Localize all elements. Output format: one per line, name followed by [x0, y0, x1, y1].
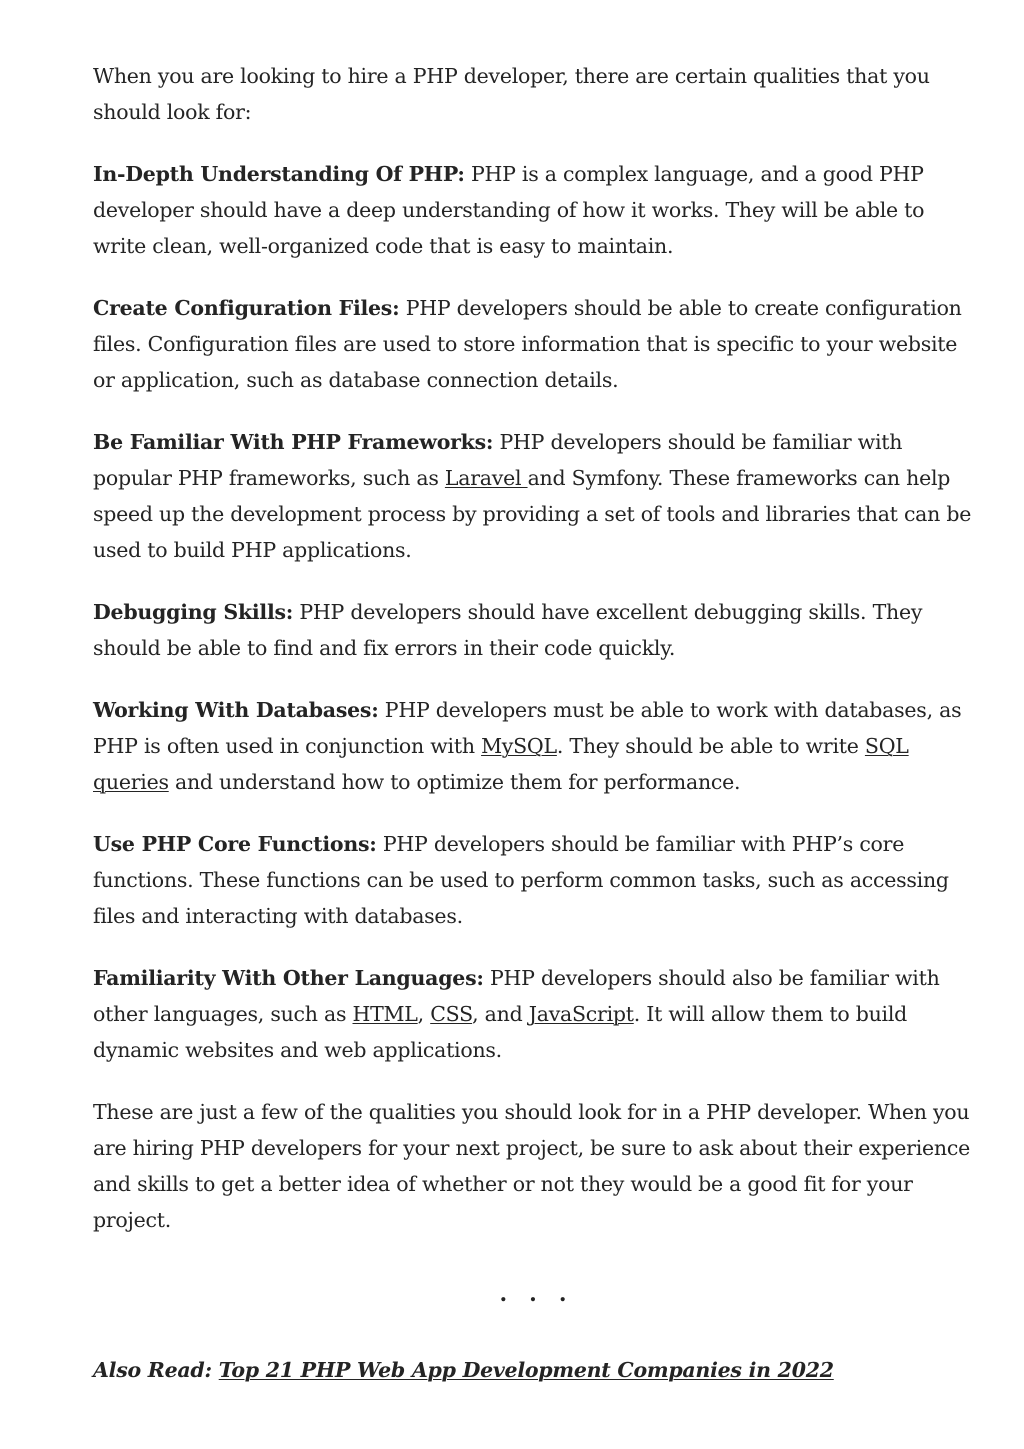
conclusion-paragraph: These are just a few of the qualities you should look for in a PHP developer. When you are hiring PHP developers for your next project, be sure to ask about their experience and skills to get a better idea of whether or not they would be a good fit for your project. [93, 1100, 970, 1232]
section-separator: ... [499, 1281, 589, 1307]
inline-link[interactable]: JavaScript [528, 1002, 634, 1026]
qualities-list [93, 156, 973, 1068]
quality-title: Create Configuration Files: [93, 296, 400, 320]
quality-text: , and [472, 1002, 529, 1026]
inline-link[interactable]: MySQL [481, 734, 557, 758]
quality-text: PHP developers should have excellent debugging skills. They should be able to find and fix errors in their code quickly. [93, 600, 923, 660]
quality-text: . It will allow them to build dynamic websites and web applications. [93, 1002, 908, 1062]
quality-paragraph [93, 692, 973, 800]
also-read-label: Also Read: [93, 1358, 219, 1382]
quality-text: PHP developers must be able to work with databases, as PHP is often used in conjunction with [93, 698, 962, 758]
quality-title: Debugging Skills: [93, 600, 294, 624]
quality-paragraph [93, 960, 973, 1068]
article-body [93, 58, 973, 1414]
quality-paragraph [93, 594, 973, 666]
intro-paragraph: When you are looking to hire a PHP developer, there are certain qualities that you should look for: [93, 64, 930, 124]
quality-title: Familiarity With Other Languages: [93, 966, 484, 990]
quality-text: . They should be able to write [556, 734, 865, 758]
quality-text: and Symfony. These frameworks can help speed up the development process by providing a set of tools and libraries that can be used to build PHP applications. [93, 466, 972, 562]
quality-text: PHP developers should be familiar with PHP’s core functions. These functions can be used to perform common tasks, such as accessing files and interacting with databases. [93, 832, 949, 928]
also-read-link[interactable]: Top 21 PHP Web App Development Companies in 2022 [218, 1358, 834, 1382]
quality-title: Working With Databases: [93, 698, 379, 722]
inline-link[interactable]: SQL queries [93, 734, 909, 794]
inline-link[interactable]: Laravel [444, 466, 528, 490]
quality-text: , [417, 1002, 431, 1026]
inline-link[interactable]: CSS [430, 1002, 473, 1026]
quality-text: PHP is a complex language, and a good PHP developer should have a deep understanding of how it works. They will be able to write clean, well-organized code that is easy to maintain. [93, 162, 925, 258]
quality-text: PHP developers should be familiar with popular PHP frameworks, such as [93, 430, 903, 490]
quality-text: PHP developers should also be familiar with other languages, such as [93, 966, 940, 1026]
quality-paragraph [93, 424, 973, 568]
quality-text: PHP developers should be able to create configuration files. Configuration files are used to store information that is specific to your website or application, such as database connection details. [93, 296, 962, 392]
quality-title: In-Depth Understanding Of PHP: [93, 162, 465, 186]
quality-title: Use PHP Core Functions: [93, 832, 377, 856]
quality-title: Be Familiar With PHP Frameworks: [93, 430, 494, 454]
inline-link[interactable]: HTML [352, 1002, 418, 1026]
quality-paragraph [93, 156, 973, 264]
quality-text: and understand how to optimize them for performance. [168, 770, 741, 794]
quality-paragraph [93, 826, 973, 934]
also-read-line [93, 1352, 973, 1388]
quality-paragraph [93, 290, 973, 398]
